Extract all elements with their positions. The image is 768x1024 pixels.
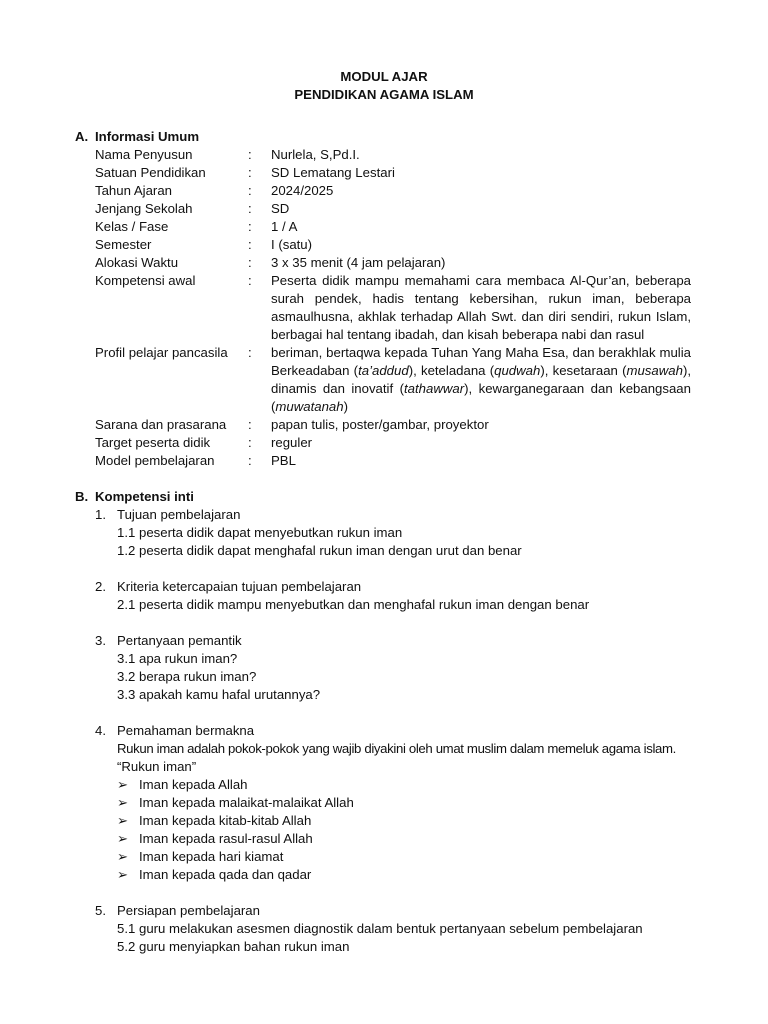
info-row bbox=[95, 164, 691, 182]
bullet-text: Iman kepada qada dan qadar bbox=[139, 867, 312, 882]
info-row bbox=[95, 218, 691, 236]
info-colon: : bbox=[248, 345, 252, 360]
sub-item: 5.1 guru melakukan asesmen diagnostik dalam bentuk pertanyaan sebelum pembelajaran bbox=[117, 921, 643, 936]
sub-item: 1.1 peserta didik dapat menyebutkan rukun iman bbox=[117, 525, 403, 540]
info-label: Sarana dan prasarana bbox=[95, 417, 227, 432]
arrow-bullet-icon: ➢ bbox=[117, 831, 129, 846]
sub-item: 3.2 berapa rukun iman? bbox=[117, 669, 257, 684]
section-b-heading bbox=[0, 488, 768, 506]
info-value: Nurlela, S,Pd.I. bbox=[271, 147, 360, 162]
sub-item: 2.1 peserta didik mampu menyebutkan dan menghafal rukun iman dengan benar bbox=[117, 597, 590, 612]
info-value: I (satu) bbox=[271, 237, 313, 252]
info-colon: : bbox=[248, 201, 252, 216]
arrow-bullet-icon: ➢ bbox=[117, 867, 129, 882]
info-value: reguler bbox=[271, 435, 313, 450]
info-value bbox=[271, 272, 691, 344]
info-label: Kelas / Fase bbox=[95, 219, 169, 234]
info-row bbox=[95, 434, 691, 452]
item-number: 3. bbox=[95, 633, 106, 648]
arrow-bullet-icon: ➢ bbox=[117, 777, 129, 792]
arrow-bullet-icon: ➢ bbox=[117, 849, 129, 864]
bullet-text: Iman kepada hari kiamat bbox=[139, 849, 284, 864]
bullet-item bbox=[0, 866, 768, 884]
section-letter: B. bbox=[75, 489, 89, 504]
info-label: Profil pelajar pancasila bbox=[95, 345, 228, 360]
quote-heading: “Rukun iman” bbox=[117, 759, 197, 774]
section-letter: A. bbox=[75, 129, 89, 144]
info-value: SD bbox=[271, 201, 290, 216]
bullet-item bbox=[0, 848, 768, 866]
list-item-tujuan bbox=[0, 506, 768, 524]
info-row bbox=[95, 416, 691, 434]
info-row bbox=[95, 146, 691, 164]
sub-item: 3.3 apakah kamu hafal urutannya? bbox=[117, 687, 321, 702]
info-value: 3 x 35 menit (4 jam pelajaran) bbox=[271, 255, 446, 270]
info-value: PBL bbox=[271, 453, 296, 468]
info-colon: : bbox=[248, 417, 252, 432]
info-label: Model pembelajaran bbox=[95, 453, 215, 468]
info-colon: : bbox=[248, 435, 252, 450]
info-row-kompetensi-awal bbox=[95, 272, 691, 344]
bullet-item bbox=[0, 812, 768, 830]
info-label: Satuan Pendidikan bbox=[95, 165, 206, 180]
sub-item: 3.1 apa rukun iman? bbox=[117, 651, 238, 666]
info-label: Target peserta didik bbox=[95, 435, 211, 450]
info-value bbox=[271, 344, 691, 416]
sub-item: 1.2 peserta didik dapat menghafal rukun iman dengan urut dan benar bbox=[117, 543, 522, 558]
document-title: MODUL AJAR bbox=[340, 69, 428, 84]
text-line: (muwatanah) bbox=[271, 399, 348, 414]
item-title: Pemahaman bermakna bbox=[117, 723, 255, 738]
arrow-bullet-icon: ➢ bbox=[117, 813, 129, 828]
info-label: Nama Penyusun bbox=[95, 147, 193, 162]
info-row bbox=[95, 200, 691, 218]
bullet-text: Iman kepada rasul-rasul Allah bbox=[139, 831, 313, 846]
list-item-kriteria bbox=[0, 578, 768, 596]
item-number: 1. bbox=[95, 507, 106, 522]
text-line: dinamis dan inovatif (tathawwar), kewarganegaraan dan kebangsaan bbox=[271, 381, 691, 396]
info-row-profil bbox=[95, 344, 691, 416]
bullet-text: Iman kepada Allah bbox=[139, 777, 248, 792]
item-title: Kriteria ketercapaian tujuan pembelajaran bbox=[117, 579, 362, 594]
info-colon: : bbox=[248, 147, 252, 162]
info-value: SD Lematang Lestari bbox=[271, 165, 395, 180]
info-label: Alokasi Waktu bbox=[95, 255, 179, 270]
info-row bbox=[95, 254, 691, 272]
text-line: Berkeadaban (ta’addud), keteladana (qudwah), kesetaraan (musawah), bbox=[271, 363, 691, 378]
arrow-bullet-icon: ➢ bbox=[117, 795, 129, 810]
info-value: 1 / A bbox=[271, 219, 298, 234]
list-item-pertanyaan bbox=[0, 632, 768, 650]
list-item-persiapan bbox=[0, 902, 768, 920]
item-title: Persiapan pembelajaran bbox=[117, 903, 260, 918]
item-title: Tujuan pembelajaran bbox=[117, 507, 241, 522]
info-colon: : bbox=[248, 453, 252, 468]
info-colon: : bbox=[248, 237, 252, 252]
info-colon: : bbox=[248, 165, 252, 180]
item-title: Pertanyaan pemantik bbox=[117, 633, 242, 648]
info-label: Tahun Ajaran bbox=[95, 183, 172, 198]
info-colon: : bbox=[248, 183, 252, 198]
sub-item: 5.2 guru menyiapkan bahan rukun iman bbox=[117, 939, 350, 954]
document-subtitle: PENDIDIKAN AGAMA ISLAM bbox=[294, 87, 474, 102]
bullet-item bbox=[0, 794, 768, 812]
info-table bbox=[95, 146, 691, 470]
text-line: berbagai hal tentang ibadah, dan kisah beberapa nabi dan rasul bbox=[271, 327, 645, 342]
text-line: surah pendek, hadis tentang kebersihan, rukun iman, beberapa bbox=[271, 291, 691, 306]
info-row bbox=[95, 236, 691, 254]
info-row bbox=[95, 182, 691, 200]
info-label: Semester bbox=[95, 237, 152, 252]
item-number: 4. bbox=[95, 723, 106, 738]
info-colon: : bbox=[248, 273, 252, 288]
text-line: Peserta didik mampu memahami cara membaca Al-Qur’an, beberapa bbox=[271, 273, 691, 288]
bullet-text: Iman kepada kitab-kitab Allah bbox=[139, 813, 312, 828]
info-colon: : bbox=[248, 255, 252, 270]
text-line: asmaulhusna, akhlak terhadap Allah Swt. dan diri sendiri, rukun Islam, bbox=[271, 309, 691, 324]
section-title: Kompetensi inti bbox=[95, 489, 194, 504]
list-item-pemahaman bbox=[0, 722, 768, 740]
bullet-text: Iman kepada malaikat-malaikat Allah bbox=[139, 795, 354, 810]
info-value: 2024/2025 bbox=[271, 183, 334, 198]
section-a-heading bbox=[0, 128, 768, 146]
item-number: 2. bbox=[95, 579, 106, 594]
info-label: Kompetensi awal bbox=[95, 273, 196, 288]
info-row bbox=[95, 452, 691, 470]
paragraph: Rukun iman adalah pokok-pokok yang wajib diyakini oleh umat muslim dalam memeluk agama islam. bbox=[117, 741, 676, 756]
text-line: beriman, bertaqwa kepada Tuhan Yang Maha Esa, dan berakhlak mulia bbox=[271, 345, 691, 360]
info-label: Jenjang Sekolah bbox=[95, 201, 193, 216]
info-colon: : bbox=[248, 219, 252, 234]
bullet-item bbox=[0, 776, 768, 794]
bullet-item bbox=[0, 830, 768, 848]
item-number: 5. bbox=[95, 903, 106, 918]
section-title: Informasi Umum bbox=[95, 129, 200, 144]
info-value: papan tulis, poster/gambar, proyektor bbox=[271, 417, 489, 432]
